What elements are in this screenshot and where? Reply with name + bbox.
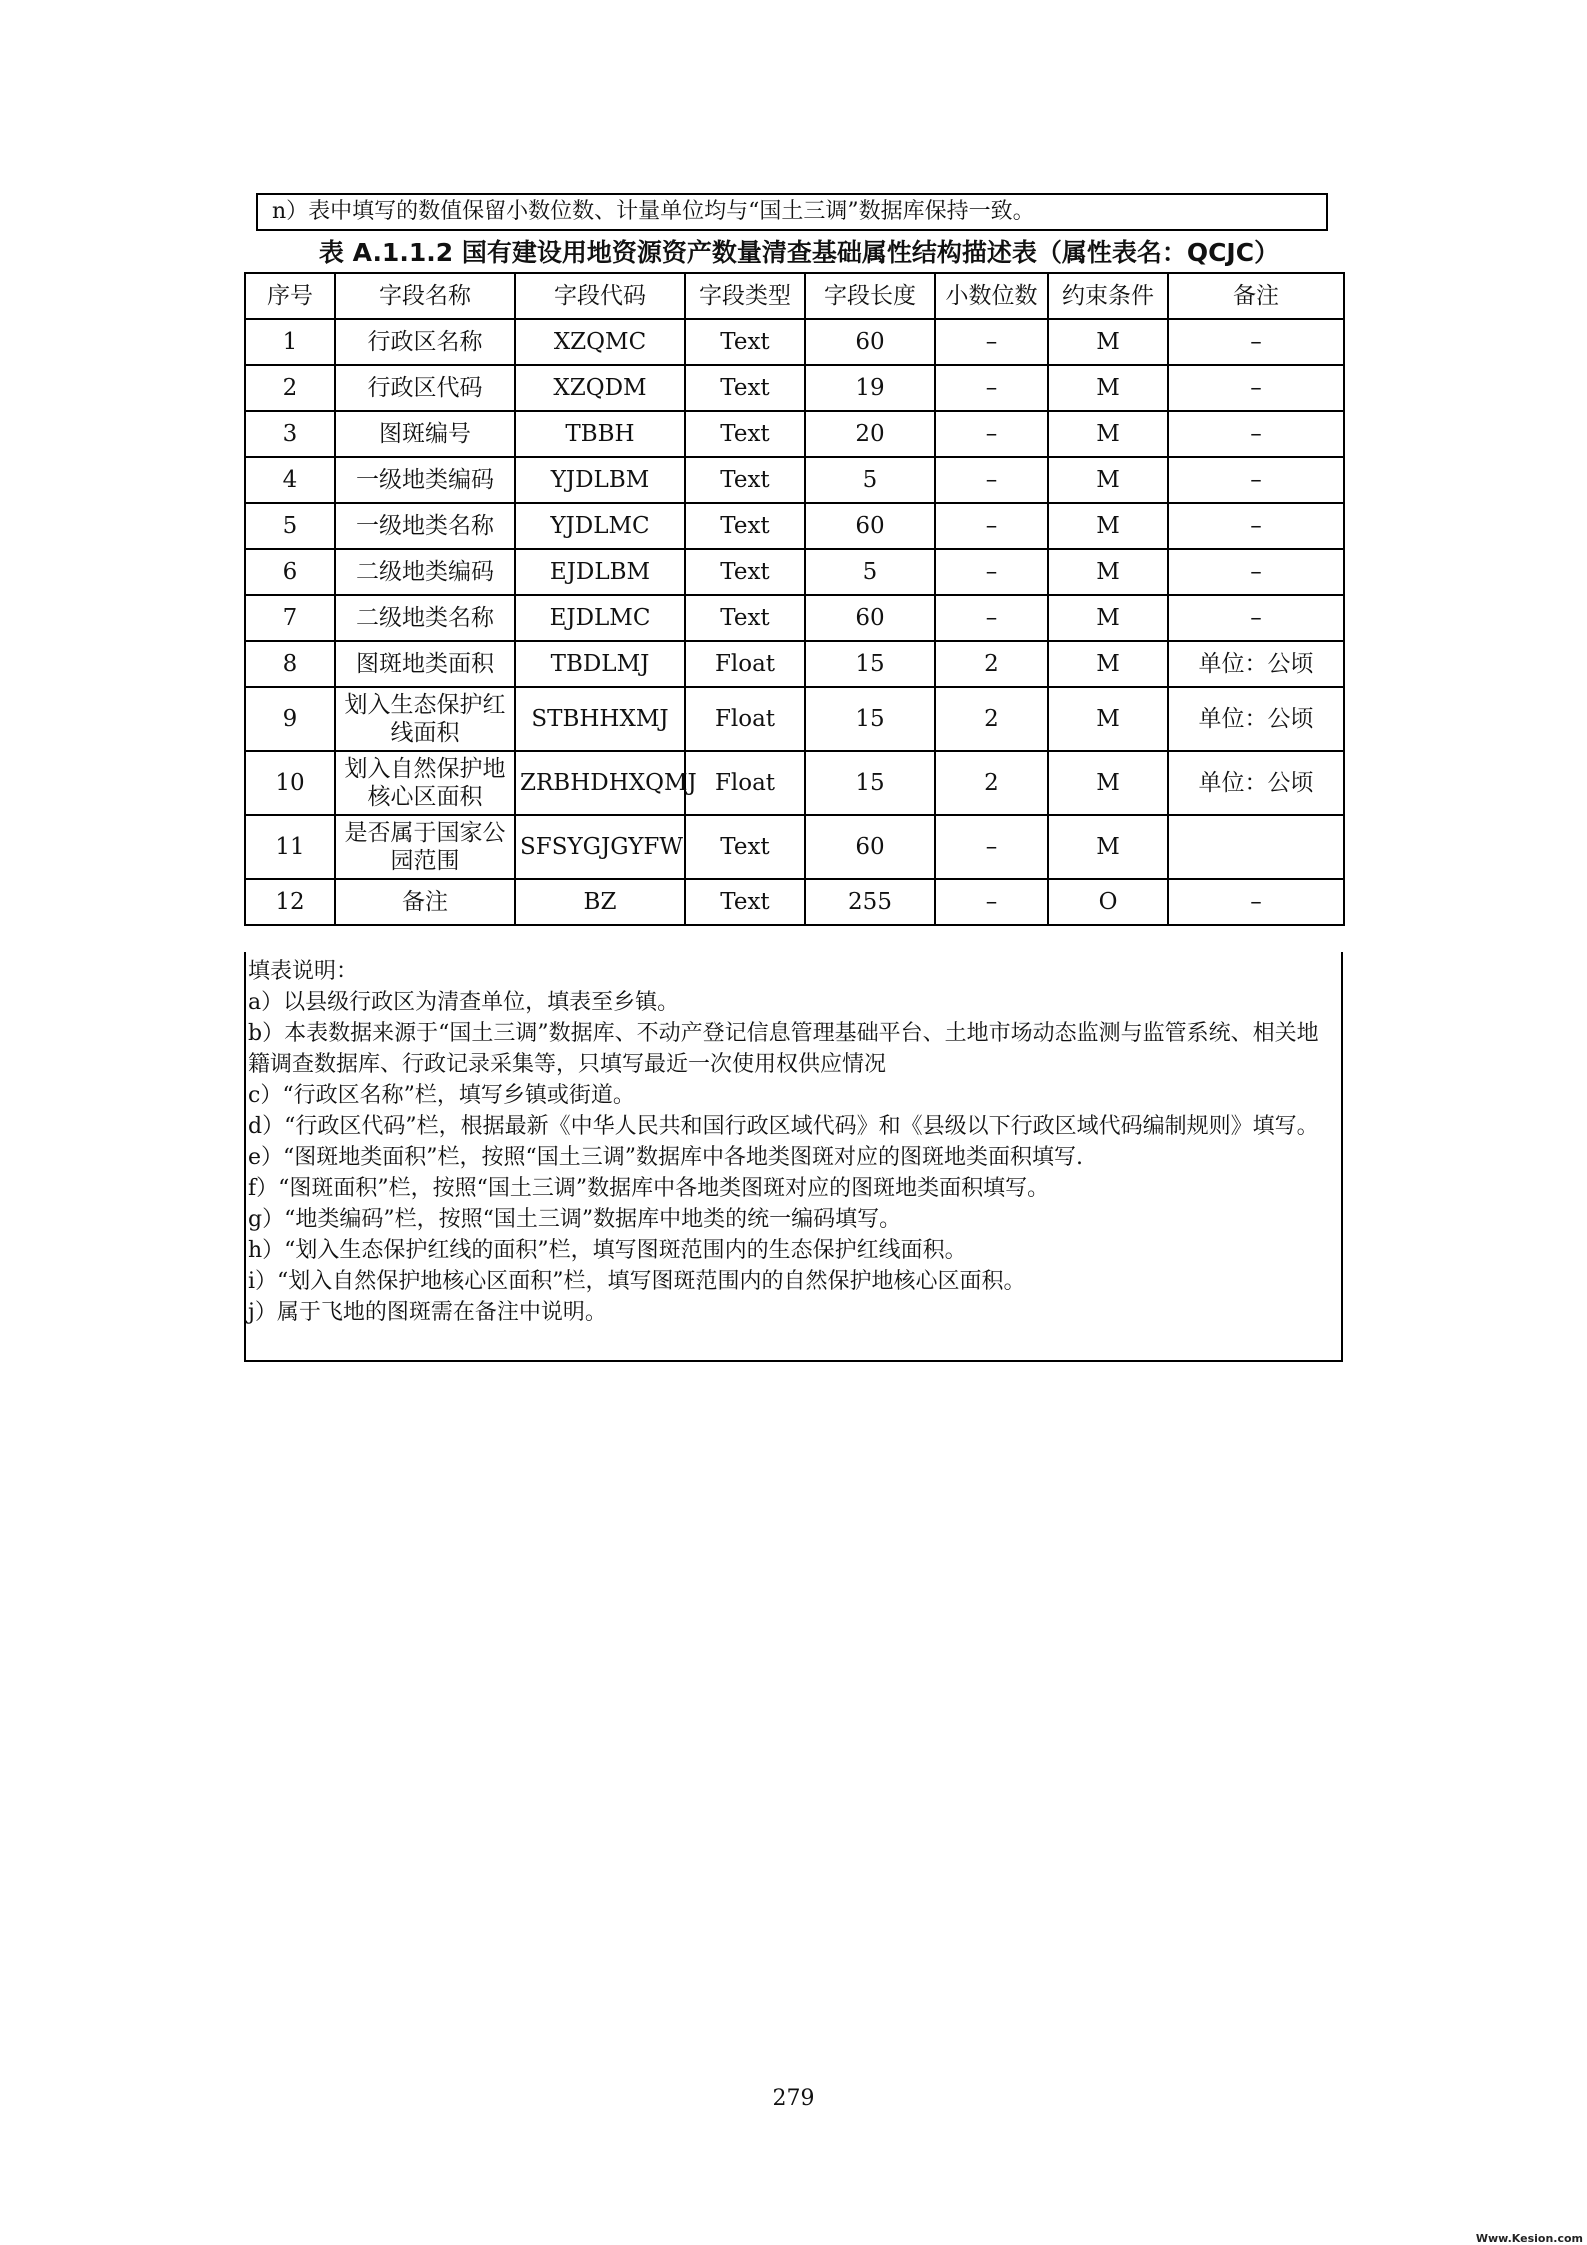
- table-cell: M: [1048, 751, 1168, 815]
- table-header-row: [245, 273, 1344, 319]
- table-cell: 一级地类名称: [335, 503, 515, 549]
- header-cell: 字段类型: [685, 273, 805, 319]
- table-cell: –: [1168, 595, 1344, 641]
- table-row: [245, 365, 1344, 411]
- table-cell: 15: [805, 687, 935, 751]
- table-cell: 二级地类编码: [335, 549, 515, 595]
- table-row: [245, 641, 1344, 687]
- table-cell: 7: [245, 595, 335, 641]
- table-cell: 二级地类名称: [335, 595, 515, 641]
- instruction-item: f）“图斑面积”栏，按照“国土三调”数据库中各地类图斑对应的图斑地类面积填写。: [248, 1176, 1050, 1201]
- instruction-item: h）“划入生态保护红线的面积”栏，填写图斑范围内的生态保护红线面积。: [248, 1238, 967, 1263]
- table-cell: TBBH: [515, 411, 685, 457]
- instruction-item: i）“划入自然保护地核心区面积”栏，填写图斑范围内的自然保护地核心区面积。: [248, 1269, 1026, 1294]
- table-cell: Text: [685, 365, 805, 411]
- table-cell: 60: [805, 503, 935, 549]
- table-cell: 2: [245, 365, 335, 411]
- table-row: [245, 457, 1344, 503]
- table-cell: 2: [935, 751, 1048, 815]
- table-cell: 单位：公顷: [1168, 687, 1344, 751]
- table-cell: XZQDM: [515, 365, 685, 411]
- header-cell: 约束条件: [1048, 273, 1168, 319]
- table-cell: M: [1048, 815, 1168, 879]
- table-row: [245, 687, 1344, 751]
- field-structure-table: [244, 272, 1345, 926]
- table-row: [245, 319, 1344, 365]
- instruction-item: e）“图斑地类面积”栏，按照“国土三调”数据库中各地类图斑对应的图斑地类面积填写.: [248, 1145, 1084, 1170]
- table-cell: –: [935, 319, 1048, 365]
- table-cell: 15: [805, 641, 935, 687]
- table-cell: 10: [245, 751, 335, 815]
- instruction-item: j）属于飞地的图斑需在备注中说明。: [248, 1300, 607, 1325]
- table-cell: Text: [685, 457, 805, 503]
- table-cell: STBHHXMJ: [515, 687, 685, 751]
- instruction-item: d）“行政区代码”栏，根据最新《中华人民共和国行政区域代码》和《县级以下行政区域代码编制规则》填写。: [248, 1114, 1319, 1139]
- table-cell: –: [1168, 319, 1344, 365]
- table-cell: 60: [805, 319, 935, 365]
- table-row: [245, 503, 1344, 549]
- fill-instructions: [244, 952, 1343, 1362]
- table-cell: YJDLMC: [515, 503, 685, 549]
- table-cell: ZRBHDHXQMJ: [515, 751, 685, 815]
- table-row: [245, 879, 1344, 925]
- table-cell: 255: [805, 879, 935, 925]
- table-cell: Text: [685, 319, 805, 365]
- table-cell: M: [1048, 319, 1168, 365]
- header-cell: 字段名称: [335, 273, 515, 319]
- table-cell: Text: [685, 595, 805, 641]
- table-cell: Float: [685, 687, 805, 751]
- table-cell: Text: [685, 815, 805, 879]
- table-cell: 划入生态保护红线面积: [335, 687, 515, 751]
- table-cell: 图斑编号: [335, 411, 515, 457]
- instructions-heading: 填表说明：: [248, 959, 359, 984]
- table-cell: TBDLMJ: [515, 641, 685, 687]
- table-cell: 行政区代码: [335, 365, 515, 411]
- table-cell: 备注: [335, 879, 515, 925]
- table-cell: 4: [245, 457, 335, 503]
- table-cell: YJDLBM: [515, 457, 685, 503]
- instruction-item: a）以县级行政区为清查单位，填表至乡镇。: [248, 990, 680, 1015]
- table-cell: M: [1048, 549, 1168, 595]
- table-cell: 60: [805, 595, 935, 641]
- top-note: n）表中填写的数值保留小数位数、计量单位均与“国土三调”数据库保持一致。: [256, 193, 1328, 231]
- table-cell: O: [1048, 879, 1168, 925]
- watermark: Www.Kesion.com: [1475, 2232, 1583, 2245]
- header-cell: 备注: [1168, 273, 1344, 319]
- table-cell: M: [1048, 365, 1168, 411]
- instruction-item: b）本表数据来源于“国土三调”数据库、不动产登记信息管理基础平台、土地市场动态监测与监管系统、相关地籍调查数据库、行政记录采集等，只填写最近一次使用权供应情况: [248, 1021, 1319, 1077]
- table-cell: 6: [245, 549, 335, 595]
- table-cell: 行政区名称: [335, 319, 515, 365]
- table-cell: XZQMC: [515, 319, 685, 365]
- table-cell: –: [935, 595, 1048, 641]
- table-cell: Float: [685, 641, 805, 687]
- table-cell: –: [935, 457, 1048, 503]
- table-cell: –: [935, 365, 1048, 411]
- table-cell: 1: [245, 319, 335, 365]
- table-cell: BZ: [515, 879, 685, 925]
- table-cell: 2: [935, 687, 1048, 751]
- header-cell: 序号: [245, 273, 335, 319]
- table-row: [245, 751, 1344, 815]
- table-cell: 9: [245, 687, 335, 751]
- table-cell: EJDLBM: [515, 549, 685, 595]
- table-cell: 划入自然保护地核心区面积: [335, 751, 515, 815]
- table-cell: SFSYGJGYFW: [515, 815, 685, 879]
- table-cell: 是否属于国家公园范围: [335, 815, 515, 879]
- table-cell: 单位：公顷: [1168, 641, 1344, 687]
- table-cell: EJDLMC: [515, 595, 685, 641]
- table-cell: 20: [805, 411, 935, 457]
- table-row: [245, 815, 1344, 879]
- page-number: 279: [772, 2086, 815, 2111]
- table-cell: 5: [805, 457, 935, 503]
- table-cell: 5: [245, 503, 335, 549]
- table-row: [245, 595, 1344, 641]
- table-cell: 5: [805, 549, 935, 595]
- table-cell: M: [1048, 595, 1168, 641]
- table-cell: 11: [245, 815, 335, 879]
- instruction-item: g）“地类编码”栏，按照“国土三调”数据库中地类的统一编码填写。: [248, 1207, 902, 1232]
- table-cell: [1168, 815, 1344, 879]
- header-cell: 字段长度: [805, 273, 935, 319]
- table-cell: –: [935, 411, 1048, 457]
- table-cell: 2: [935, 641, 1048, 687]
- table-cell: –: [1168, 549, 1344, 595]
- table-cell: 60: [805, 815, 935, 879]
- table-cell: –: [1168, 411, 1344, 457]
- table-row: [245, 411, 1344, 457]
- table-cell: M: [1048, 641, 1168, 687]
- table-cell: –: [935, 879, 1048, 925]
- table-cell: Text: [685, 549, 805, 595]
- table-cell: 8: [245, 641, 335, 687]
- table-cell: Text: [685, 879, 805, 925]
- instruction-item: c）“行政区名称”栏，填写乡镇或街道。: [248, 1083, 635, 1108]
- table-cell: –: [1168, 879, 1344, 925]
- table-cell: 12: [245, 879, 335, 925]
- table-cell: –: [935, 815, 1048, 879]
- table-cell: –: [1168, 503, 1344, 549]
- table-cell: Text: [685, 503, 805, 549]
- table-row: [245, 549, 1344, 595]
- table-cell: M: [1048, 457, 1168, 503]
- header-cell: 小数位数: [935, 273, 1048, 319]
- table-cell: 一级地类编码: [335, 457, 515, 503]
- table-cell: Text: [685, 411, 805, 457]
- table-cell: 3: [245, 411, 335, 457]
- table-cell: 19: [805, 365, 935, 411]
- table-cell: –: [1168, 457, 1344, 503]
- table-cell: M: [1048, 411, 1168, 457]
- table-cell: 15: [805, 751, 935, 815]
- table-cell: M: [1048, 503, 1168, 549]
- table-cell: –: [935, 549, 1048, 595]
- table-cell: 图斑地类面积: [335, 641, 515, 687]
- table-cell: –: [1168, 365, 1344, 411]
- table-cell: Float: [685, 751, 805, 815]
- table-title: 表 A.1.1.2 国有建设用地资源资产数量清查基础属性结构描述表（属性表名：QCJC）: [318, 238, 1280, 267]
- header-cell: 字段代码: [515, 273, 685, 319]
- table-cell: –: [935, 503, 1048, 549]
- table-cell: 单位：公顷: [1168, 751, 1344, 815]
- table-cell: M: [1048, 687, 1168, 751]
